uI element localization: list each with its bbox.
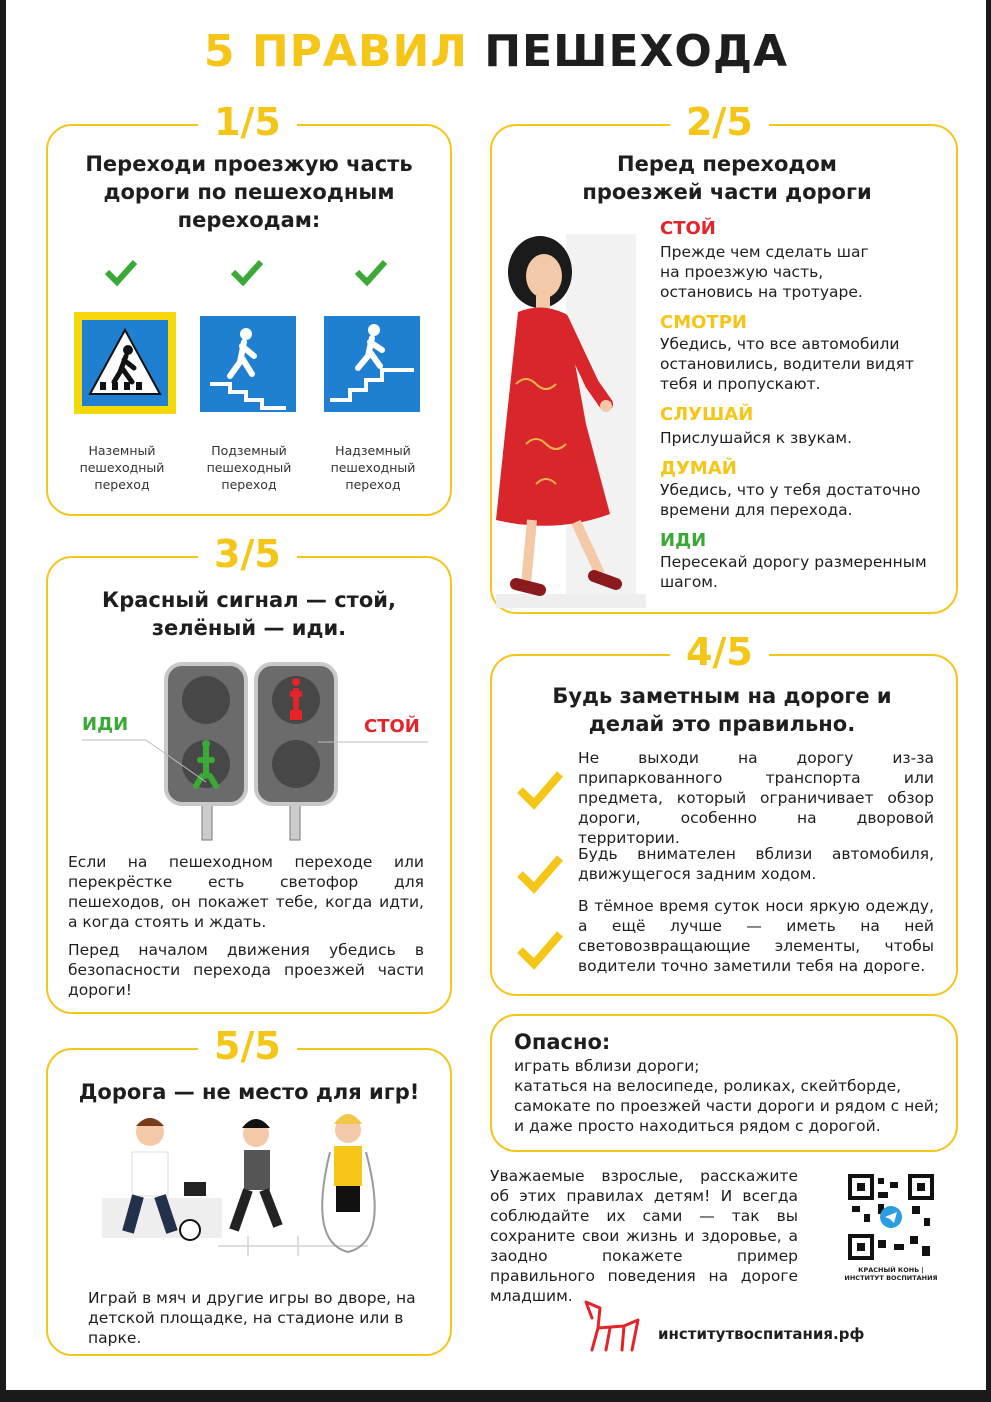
overpass-sign-icon (324, 316, 420, 412)
step-keyword: СМОТРИ (660, 312, 747, 333)
step-text: Прежде чем сделать шаг на проезжую часть, остановись на тротуаре. (660, 243, 869, 301)
title-part1: 5 ПРАВИЛ (203, 26, 468, 77)
danger-line: и даже просто находиться рядом с дорогой. (514, 1117, 881, 1135)
check-icon (516, 770, 564, 810)
title-part2: ПЕШЕХОДА (484, 26, 789, 77)
danger-card (490, 1014, 958, 1152)
rule2-card (490, 100, 958, 614)
sign-caption: Наземный пешеходный переход (79, 443, 165, 492)
stop-pointer-line (318, 740, 430, 750)
rule3-card (46, 532, 452, 1014)
rule2-number: 2/5 (670, 100, 769, 144)
rule3-heading: Красный сигнал — стой, зелёный — иди. (102, 588, 396, 640)
step-text: Пересекай дорогу размеренным шагом. (660, 553, 927, 591)
check-icon (516, 930, 564, 970)
step-keyword: СЛУШАЙ (660, 404, 754, 425)
check-icon (230, 258, 264, 286)
check-icon (354, 258, 388, 286)
kids-playing-illustration (98, 1112, 408, 1282)
rule1-number: 1/5 (198, 100, 297, 144)
sign-caption: Подземный пешеходный переход (206, 443, 292, 492)
danger-title: Опасно: (514, 1030, 611, 1054)
rule5-heading: Дорога — не место для игр! (78, 1080, 420, 1104)
sign-caption: Надземный пешеходный переход (330, 443, 416, 492)
rule4-item: Не выходи на дорогу из-за припаркованного транспорта или предмета, который ограничивает обзор дороги, особенно на дворовой территории. (578, 749, 934, 847)
go-pointer-line (82, 738, 212, 788)
red-horse-logo-icon (580, 1298, 644, 1354)
rule4-item: Будь внимателен вблизи автомобиля, движущегося задним ходом. (578, 845, 934, 883)
danger-line: играть вблизи дороги; (514, 1057, 700, 1075)
bottom-bar (0, 1390, 991, 1402)
step-keyword: ДУМАЙ (660, 458, 737, 479)
poster (6, 0, 986, 1390)
rule4-card (490, 630, 958, 996)
qr-caption: КРАСНЫЙ КОНЬ | ИНСТИТУТ ВОСПИТАНИЯ (844, 1266, 938, 1282)
site-link[interactable]: институтвоспитания.рф (658, 1325, 865, 1343)
rule4-number: 4/5 (670, 630, 769, 674)
rule3-number: 3/5 (198, 532, 297, 576)
step-text: Прислушайся к звукам. (660, 429, 853, 447)
rule4-item: В тёмное время суток носи яркую одежду, а ещё лучше — иметь на ней световозвращающие элементы, чтобы водители точно заметили тебя на дороге. (578, 897, 934, 975)
rule2-heading: Перед переходом проезжей части дороги (582, 152, 872, 204)
qr-code (848, 1174, 934, 1260)
rule1-card (46, 100, 452, 516)
woman-illustration (496, 224, 646, 614)
underpass-sign-icon (200, 316, 296, 412)
go-label: ИДИ (82, 714, 129, 735)
rule3-text1: Если на пешеходном переходе или перекрёстке есть светофор для пешеходов, он покажет тебе, когда идти, а когда стоять и ждать. (68, 853, 424, 931)
danger-line: кататься на велосипеде, роликах, скейтборде, самокате по проезжей части дороги и рядом с ней; (514, 1077, 940, 1115)
stop-label: СТОЙ (364, 716, 420, 737)
page-title (6, 26, 986, 77)
rule5-number: 5/5 (198, 1024, 297, 1068)
rule5-text: Играй в мяч и другие игры во дворе, на детской площадке, на стадионе или в парке. (88, 1289, 416, 1347)
step-keyword: ИДИ (660, 530, 707, 551)
rule4-heading: Будь заметным на дороге и делай это правильно. (552, 684, 892, 736)
step-keyword: СТОЙ (660, 218, 716, 239)
crosswalk-sign-icon (74, 312, 176, 414)
check-icon (516, 854, 564, 894)
rule5-card (46, 1024, 452, 1356)
rule1-heading: Переходи проезжую часть дороги по пешеходным переходам: (85, 152, 413, 232)
rule3-text2: Перед началом движения убедись в безопасности перехода проезжей части дороги! (68, 941, 424, 999)
step-text: Убедись, что у тебя достаточно времени для перехода. (660, 481, 921, 519)
step-text: Убедись, что все автомобили остановились, водители видят тебя и пропускают. (660, 335, 915, 393)
check-icon (104, 258, 138, 286)
adults-note: Уважаемые взрослые, расскажите об этих правилах детям! И всегда соблюдайте их сами — так вы сохраните свои жизнь и здоровье, а заодно покажете пример правильного поведения на дороге младшим. (490, 1167, 798, 1305)
